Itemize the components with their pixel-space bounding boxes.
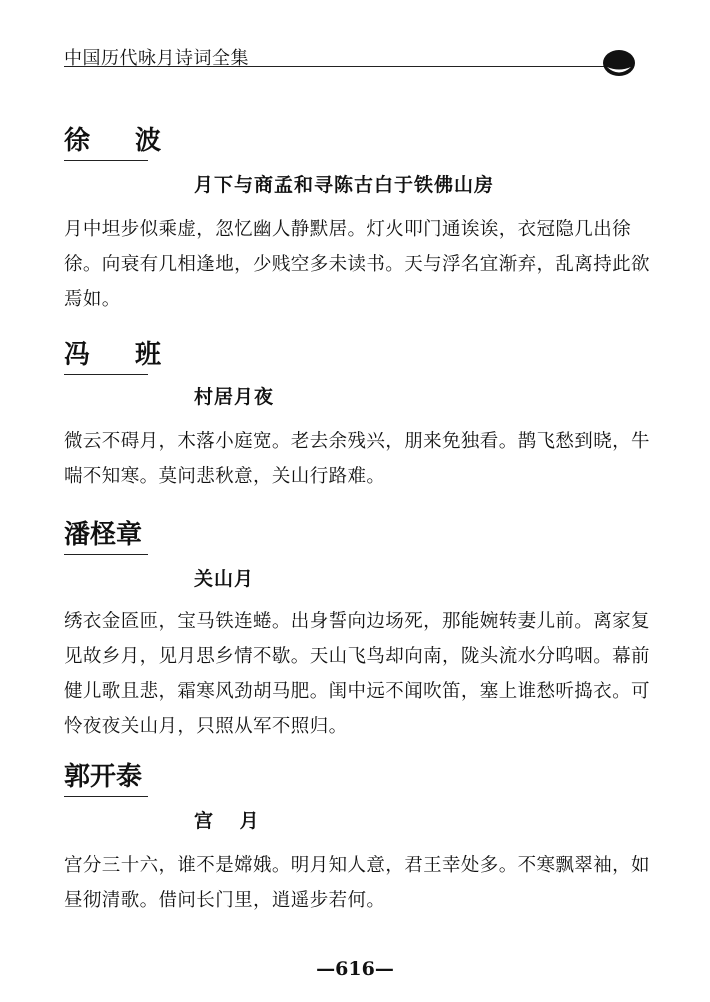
poet-name: 徐 波 bbox=[64, 126, 148, 161]
poem-title: 村居月夜 bbox=[194, 386, 275, 408]
poem-body: 月中坦步似乘虚，忽忆幽人静默居。灯火叩门通诶诶，衣冠隐几出徐徐。向衰有几相逢地，少贱空多未读书。天与浮名宜渐弃，乱离持此欲焉如。 bbox=[64, 219, 650, 310]
header-rule bbox=[64, 66, 604, 67]
moon-icon bbox=[601, 48, 637, 78]
poem-title: 月下与商孟和寻陈古白于铁佛山房 bbox=[194, 174, 495, 196]
poet-name: 潘柽章 bbox=[64, 520, 148, 555]
poem-title: 宫 月 bbox=[194, 810, 269, 832]
poet-name: 郭开泰 bbox=[64, 762, 148, 797]
poem-title: 关山月 bbox=[194, 568, 255, 590]
running-header bbox=[64, 44, 644, 74]
poet-name: 冯 班 bbox=[64, 340, 148, 375]
poem-body: 绣衣金匼匝，宝马铁连蜷。出身誓向边场死，那能婉转妻儿前。离家复见故乡月，见月思乡情不歇。天山飞鸟却向南，陇头流水分呜咽。幕前健儿歌且悲，霜寒风劲胡马肥。闺中远不闻吹笛，塞上谁愁听捣衣。可怜夜夜关山月，只照从军不照归。 bbox=[64, 611, 650, 737]
poem-body: 微云不碍月，木落小庭宽。老去余残兴，朋来免独看。鹊飞愁到晓，牛喘不知寒。莫问悲秋意，关山行路难。 bbox=[64, 431, 650, 487]
book-title: 中国历代咏月诗词全集 bbox=[64, 48, 249, 69]
poem-body: 宫分三十六，谁不是嫦娥。明月知人意，君王幸处多。不寒飘翠袖，如昼彻清歌。借问长门里，逍遥步若何。 bbox=[64, 855, 650, 911]
page-number: —616— bbox=[316, 958, 394, 980]
